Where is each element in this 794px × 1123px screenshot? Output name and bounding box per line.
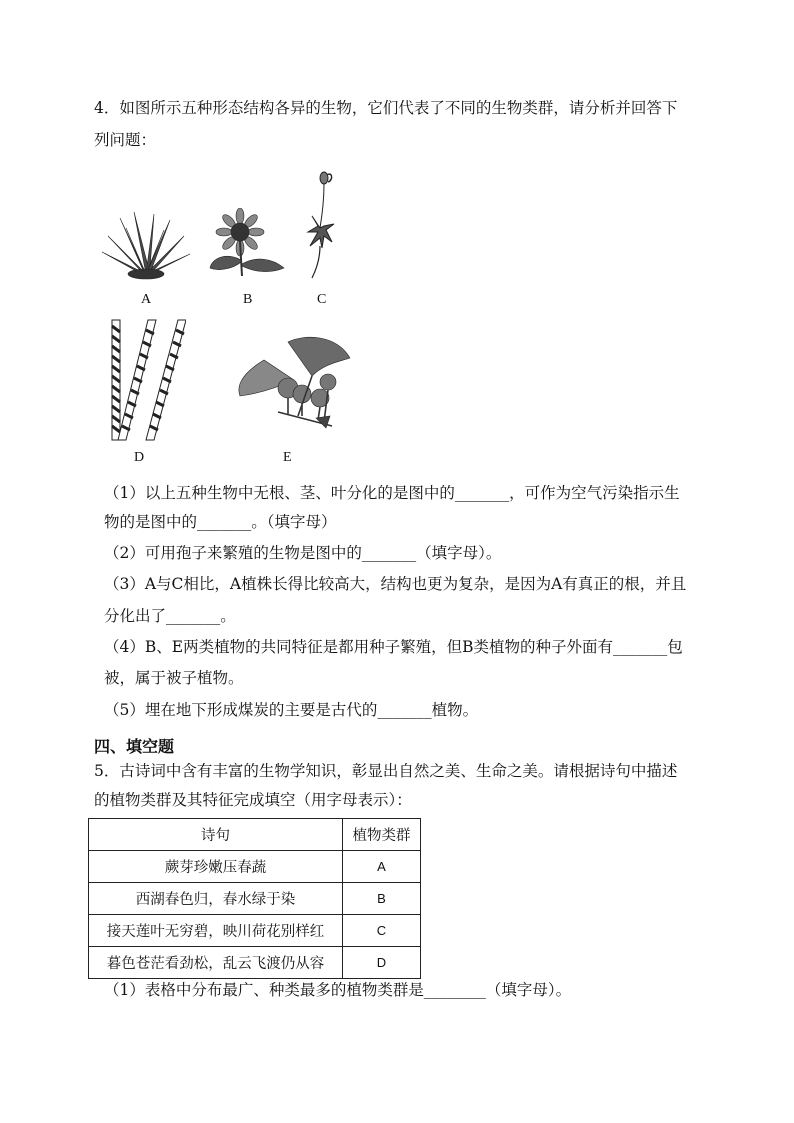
plant-group-table bbox=[88, 818, 421, 979]
poem-cell: 接天莲叶无穷碧，映川荷花别样红 bbox=[89, 915, 343, 947]
poem-cell: 蕨芽珍嫩压春蔬 bbox=[89, 851, 343, 883]
q4-s3-line2: 分化出了_______。 bbox=[104, 607, 236, 625]
table-header-cell: 植物类群 bbox=[343, 819, 421, 851]
q4-stem-line1: 4．如图所示五种形态结构各异的生物，它们代表了不同的生物类群，请分析并回答下 bbox=[94, 99, 678, 117]
table-row bbox=[89, 851, 421, 883]
q5-stem-line2: 的植物类群及其特征完成填空（用字母表示）： bbox=[94, 791, 412, 809]
aloe-plant-icon bbox=[98, 208, 194, 284]
table-row bbox=[89, 883, 421, 915]
q4-s3-line1: （3）A与C相比，A植株长得比较高大，结构也更为复杂，是因为A有真正的根，并且 bbox=[104, 575, 687, 593]
q4-s4-line1: （4）B、E两类植物的共同特征是都用种子繁殖，但B类植物的种子外面有_______包 bbox=[104, 638, 683, 656]
section-title: 四、填空题 bbox=[94, 737, 175, 756]
table-header-cell: 诗句 bbox=[89, 819, 343, 851]
moss-icon bbox=[298, 166, 344, 284]
group-cell: A bbox=[343, 851, 421, 883]
q4-s1-line2: 物的是图中的_______。（填字母） bbox=[104, 513, 337, 531]
figure-label-b: B bbox=[243, 292, 253, 307]
q4-s2: （2）可用孢子来繁殖的生物是图中的_______（填字母）。 bbox=[104, 544, 502, 562]
table-row bbox=[89, 947, 421, 979]
algae-strands-icon bbox=[106, 318, 186, 442]
q5-s1: （1）表格中分布最广、种类最多的植物类群是________（填字母）。 bbox=[104, 981, 572, 999]
q5-stem-line1: 5．古诗词中含有丰富的生物学知识，彰显出自然之美、生命之美。请根据诗句中描述 bbox=[94, 762, 678, 780]
group-cell: D bbox=[343, 947, 421, 979]
sunflower-icon bbox=[206, 208, 288, 280]
figure-label-d: D bbox=[134, 450, 145, 465]
ginkgo-branch-icon bbox=[228, 336, 352, 436]
group-cell: B bbox=[343, 883, 421, 915]
figure-label-a: A bbox=[141, 292, 152, 307]
poem-cell: 西湖春色归，春水绿于染 bbox=[89, 883, 343, 915]
q4-s5: （5）埋在地下形成煤炭的主要是古代的_______植物。 bbox=[104, 701, 479, 719]
table-row bbox=[89, 915, 421, 947]
q4-s1-line1: （1）以上五种生物中无根、茎、叶分化的是图中的_______，可作为空气污染指示生 bbox=[104, 484, 680, 502]
table-header-row bbox=[89, 819, 421, 851]
poem-cell: 暮色苍茫看劲松，乱云飞渡仍从容 bbox=[89, 947, 343, 979]
q4-s4-line2: 被，属于被子植物。 bbox=[104, 669, 244, 687]
figure-label-c: C bbox=[317, 292, 327, 307]
q4-stem-line2: 列问题： bbox=[94, 131, 157, 149]
figure-label-e: E bbox=[283, 450, 292, 465]
group-cell: C bbox=[343, 915, 421, 947]
